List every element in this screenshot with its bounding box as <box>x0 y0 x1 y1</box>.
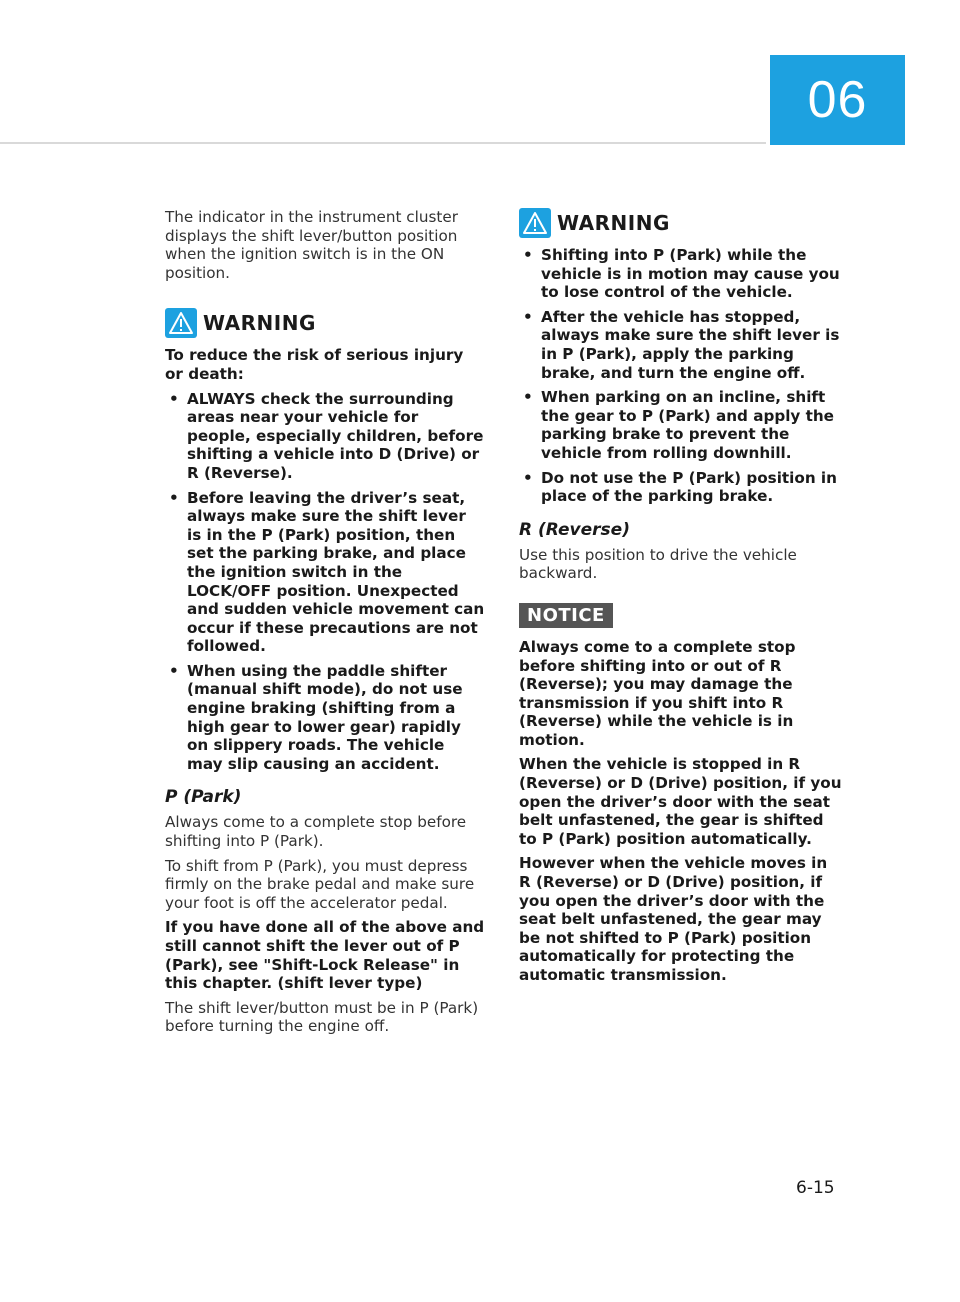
warning-icon <box>165 308 197 338</box>
list-item: • Before leaving the driver’s seat, always make sure the shift lever is in the P (Park) position, then set the parking brake, and place the ignition switch in the LOCK/OFF position. Unexpected and sudden vehicle movement can occur if these precautions are not followed. <box>165 489 485 656</box>
notice-paragraph-3: However when the vehicle moves in R (Reverse) or D (Drive) position, if you open the driver’s door with the seat belt unfastened, the gear may be not shifted to P (Park) position automatically for protecting the automatic transmission. <box>519 854 828 984</box>
warning-lead: To reduce the risk of serious injury or death: <box>165 346 464 383</box>
page-number: 6-15 <box>796 1178 835 1198</box>
park-paragraph-4: The shift lever/button must be in P (Park) before turning the engine off. <box>165 998 479 1036</box>
list-item: • When parking on an incline, shift the gear to P (Park) and apply the parking brake to prevent the vehicle from rolling downhill. <box>519 388 843 462</box>
list-item: • After the vehicle has stopped, always make sure the shift lever is in P (Park), apply the parking brake, and turn the engine off. <box>519 308 843 382</box>
notice-paragraph-1: Always come to a complete stop before shifting into or out of R (Reverse); you may damage the transmission if you shift into R (Reverse) while the vehicle is in motion. <box>519 637 796 749</box>
warning-header <box>165 308 485 338</box>
list-item: • ALWAYS check the surrounding areas near your vehicle for people, especially children, before shifting a vehicle into D (Drive) or R (Reverse). <box>165 390 485 483</box>
park-paragraph-3: If you have done all of the above and still cannot shift the lever out of P (Park), see "Shift-Lock Release" in this chapter. (shift lever type) <box>165 918 485 993</box>
list-item: • When using the paddle shifter (manual shift mode), do not use engine braking (shifting from a high gear to lower gear) rapidly on slippery roads. The vehicle may slip causing an accident. <box>165 662 485 774</box>
park-paragraph-2: To shift from P (Park), you must depress firmly on the brake pedal and make sure your foot is off the accelerator pedal. <box>165 856 475 912</box>
intro-paragraph: The indicator in the instrument cluster displays the shift lever/button position when the ignition switch is in the ON position. <box>165 208 458 282</box>
chapter-number: 06 <box>807 71 868 129</box>
park-heading: P (Park) <box>165 787 242 808</box>
warning-list <box>519 246 843 506</box>
header-rule <box>0 142 766 144</box>
park-paragraph-1: Always come to a complete stop before shifting into P (Park). <box>165 813 467 851</box>
list-item: • Do not use the P (Park) position in place of the parking brake. <box>519 469 843 506</box>
warning-label: WARNING <box>557 211 670 235</box>
notice-badge: NOTICE <box>519 603 613 628</box>
reverse-paragraph: Use this position to drive the vehicle backward. <box>519 545 797 583</box>
warning-header <box>519 208 843 238</box>
warning-label: WARNING <box>203 311 316 336</box>
right-column <box>519 208 843 991</box>
chapter-tab <box>770 55 905 145</box>
reverse-heading: R (Reverse) <box>519 519 630 540</box>
warning-list <box>165 390 485 774</box>
warning-icon <box>519 208 551 238</box>
list-item: • Shifting into P (Park) while the vehicle is in motion may cause you to lose control of the vehicle. <box>519 246 843 302</box>
left-column <box>165 208 485 1042</box>
notice-paragraph-2: When the vehicle is stopped in R (Reverse) or D (Drive) position, if you open the driver’s door with the seat belt unfastened, the gear is shifted to P (Park) position automatically. <box>519 755 842 848</box>
